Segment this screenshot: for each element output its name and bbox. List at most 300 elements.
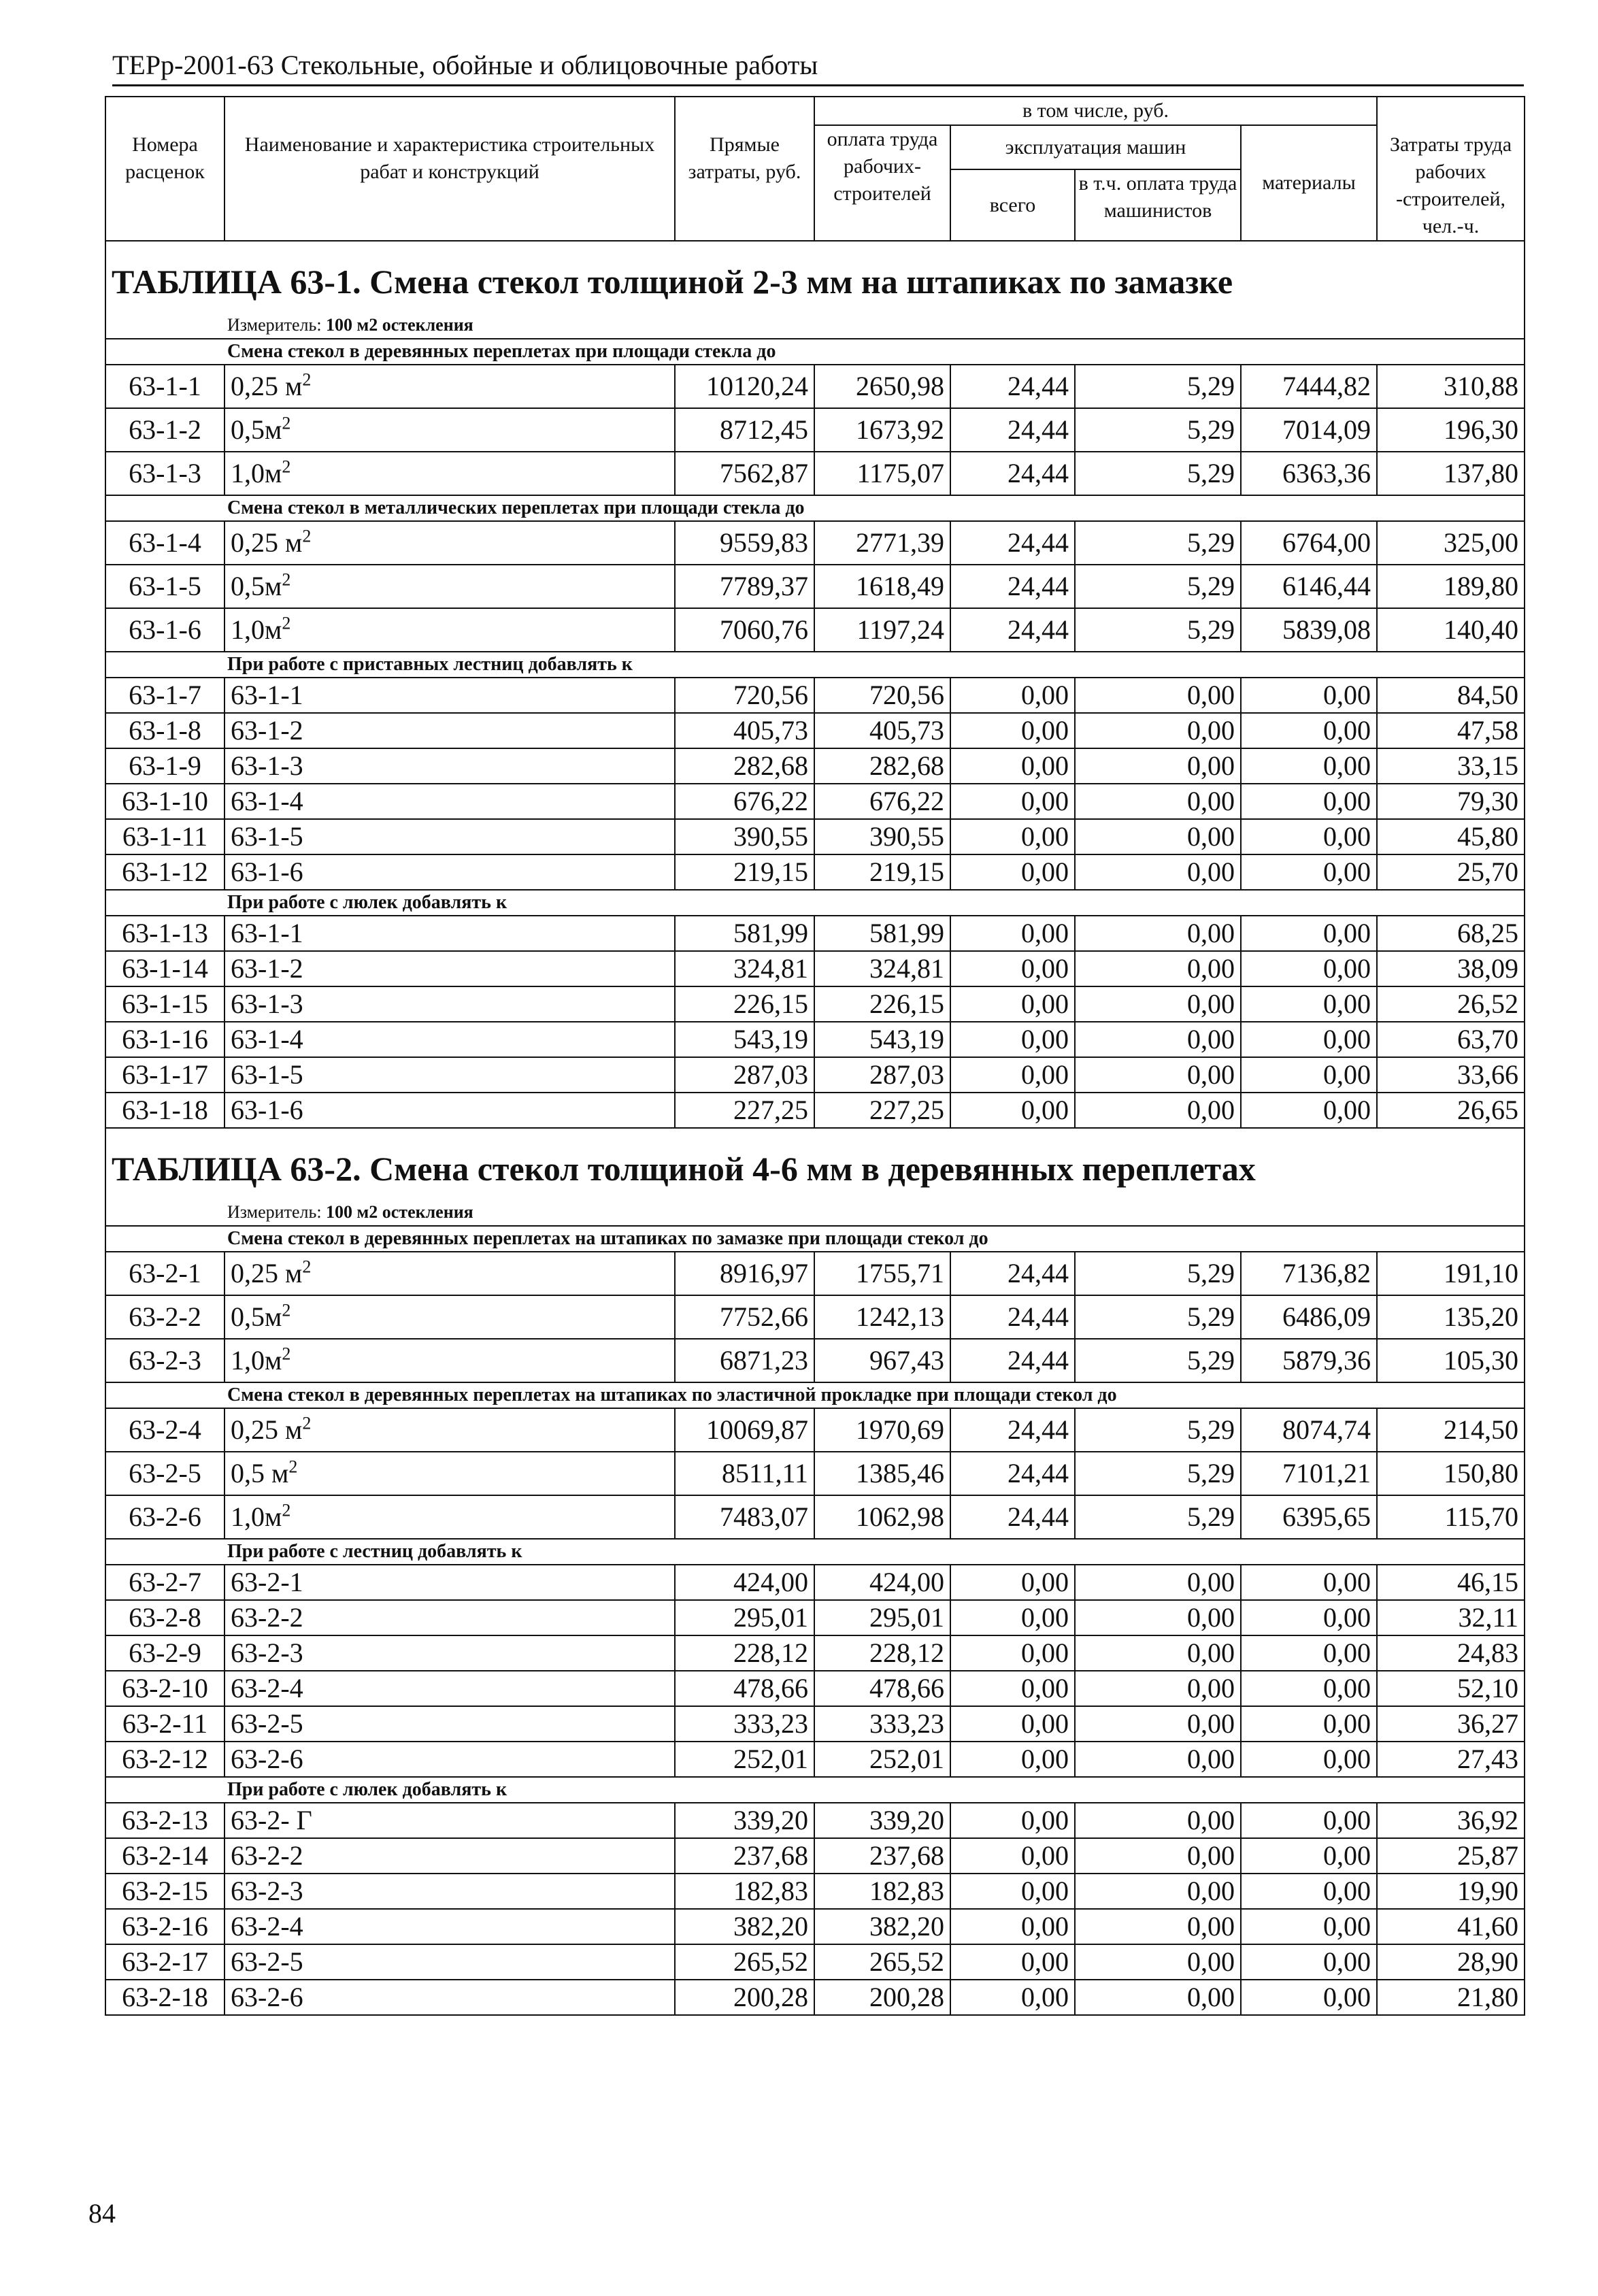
cell-code: 63-2-18 (105, 1980, 224, 2015)
group-heading-row (105, 652, 1525, 678)
cell-machines-cost: 0,00 (950, 1874, 1075, 1909)
cell-machinist-labor: 0,00 (1075, 986, 1241, 1022)
cell-code: 63-2-13 (105, 1803, 224, 1838)
cell-name (224, 713, 675, 748)
col-header-incl: в том числе, руб. (814, 97, 1377, 125)
cell-machines-cost: 0,00 (950, 1944, 1075, 1980)
cell-materials-cost: 0,00 (1241, 854, 1377, 890)
cell-labor-hours: 32,11 (1377, 1600, 1525, 1635)
cell-code: 63-2-12 (105, 1742, 224, 1777)
unit-superscript: 2 (288, 1457, 298, 1477)
cell-direct-cost: 7060,76 (675, 608, 814, 652)
cell-name (224, 1452, 675, 1495)
cell-machinist-labor: 0,00 (1075, 1093, 1241, 1128)
cell-machines-cost: 0,00 (950, 1803, 1075, 1838)
cell-name-text: 0,5 м (231, 1458, 289, 1488)
cell-machinist-labor: 0,00 (1075, 1874, 1241, 1909)
cell-name (224, 1057, 675, 1093)
cell-code: 63-2-7 (105, 1565, 224, 1600)
cell-machines-cost: 0,00 (950, 678, 1075, 713)
cell-labor-cost: 967,43 (814, 1339, 950, 1382)
cell-machinist-labor: 0,00 (1075, 1838, 1241, 1874)
cell-name (224, 1022, 675, 1057)
cell-name-text: 63-2-2 (231, 1840, 303, 1871)
cell-materials-cost: 6486,09 (1241, 1295, 1377, 1339)
col-header-direct: Прямые затраты, руб. (675, 97, 814, 241)
table-row (105, 1742, 1525, 1777)
table-row (105, 748, 1525, 784)
cell-code: 63-2-15 (105, 1874, 224, 1909)
cell-labor-hours: 26,65 (1377, 1093, 1525, 1128)
table-section-title (105, 241, 1525, 312)
cell-materials-cost: 0,00 (1241, 819, 1377, 854)
cell-code: 63-1-13 (105, 916, 224, 951)
group-heading-row (105, 1382, 1525, 1408)
cell-labor-cost: 252,01 (814, 1742, 950, 1777)
cell-name-text: 63-2-1 (231, 1567, 303, 1597)
cell-labor-hours: 28,90 (1377, 1944, 1525, 1980)
cell-name-text: 63-1-3 (231, 750, 303, 781)
cell-labor-cost: 2771,39 (814, 521, 950, 565)
cell-labor-hours: 45,80 (1377, 819, 1525, 854)
cell-name-text: 1,0м (231, 1345, 282, 1376)
cell-machinist-labor: 0,00 (1075, 1600, 1241, 1635)
cell-labor-hours: 27,43 (1377, 1742, 1525, 1777)
cell-machinist-labor: 0,00 (1075, 1671, 1241, 1706)
cell-labor-hours: 33,15 (1377, 748, 1525, 784)
cell-labor-hours: 214,50 (1377, 1408, 1525, 1452)
cell-direct-cost: 382,20 (675, 1909, 814, 1944)
cell-name-text: 63-2-6 (231, 1744, 303, 1774)
cell-labor-cost: 295,01 (814, 1600, 950, 1635)
cell-name (224, 452, 675, 495)
cell-materials-cost: 0,00 (1241, 713, 1377, 748)
cell-direct-cost: 324,81 (675, 951, 814, 986)
cell-name-text: 63-2-2 (231, 1602, 303, 1633)
cell-code: 63-2-4 (105, 1408, 224, 1452)
table-section-title (105, 1128, 1525, 1199)
cell-name (224, 365, 675, 408)
cell-code: 63-1-15 (105, 986, 224, 1022)
col-header-mach-total: всего (950, 169, 1075, 241)
cell-name-text: 63-1-2 (231, 953, 303, 984)
unit-superscript: 2 (282, 1500, 291, 1520)
cell-name-text: 0,25 м (231, 527, 303, 558)
cell-materials-cost: 0,00 (1241, 1980, 1377, 2015)
cell-code: 63-2-2 (105, 1295, 224, 1339)
cell-code: 63-2-6 (105, 1495, 224, 1539)
cell-materials-cost: 0,00 (1241, 1742, 1377, 1777)
cell-machines-cost: 24,44 (950, 565, 1075, 608)
group-heading: Смена стекол в металлических переплетах при площади стекла до (105, 495, 1525, 521)
cell-materials-cost: 0,00 (1241, 1600, 1377, 1635)
cell-code: 63-1-8 (105, 713, 224, 748)
unit-superscript: 2 (282, 1344, 291, 1364)
cell-labor-hours: 79,30 (1377, 784, 1525, 819)
cell-name (224, 748, 675, 784)
cell-labor-hours: 84,50 (1377, 678, 1525, 713)
cell-machinist-labor: 0,00 (1075, 916, 1241, 951)
cell-direct-cost: 228,12 (675, 1635, 814, 1671)
cell-materials-cost: 7136,82 (1241, 1252, 1377, 1295)
cell-materials-cost: 0,00 (1241, 748, 1377, 784)
cell-materials-cost: 0,00 (1241, 1909, 1377, 1944)
cell-name-text: 0,5м (231, 1301, 282, 1332)
group-heading: Смена стекол в деревянных переплетах на штапиках по эластичной прокладке при площади стекол до (105, 1382, 1525, 1408)
cell-name (224, 1565, 675, 1600)
cell-direct-cost: 252,01 (675, 1742, 814, 1777)
cell-machinist-labor: 0,00 (1075, 951, 1241, 986)
cell-direct-cost: 543,19 (675, 1022, 814, 1057)
cell-code: 63-2-9 (105, 1635, 224, 1671)
cell-code: 63-1-18 (105, 1093, 224, 1128)
cell-labor-cost: 339,20 (814, 1803, 950, 1838)
cell-labor-hours: 25,87 (1377, 1838, 1525, 1874)
col-header-worktime: Затраты труда рабочих -строителей, чел.-ч. (1377, 97, 1525, 241)
group-heading-row (105, 1226, 1525, 1252)
cell-machinist-labor: 0,00 (1075, 1944, 1241, 1980)
cell-direct-cost: 405,73 (675, 713, 814, 748)
cell-name-text: 63-1-1 (231, 918, 303, 948)
cell-machinist-labor: 0,00 (1075, 678, 1241, 713)
cell-labor-cost: 405,73 (814, 713, 950, 748)
cell-labor-hours: 25,70 (1377, 854, 1525, 890)
table-row (105, 1295, 1525, 1339)
table-row (105, 1495, 1525, 1539)
table-row (105, 565, 1525, 608)
section-title-text: ТАБЛИЦА 63-2. Смена стекол толщиной 4-6 мм в деревянных переплетах (105, 1128, 1525, 1199)
cell-code: 63-2-1 (105, 1252, 224, 1295)
table-row (105, 1671, 1525, 1706)
cell-materials-cost: 0,00 (1241, 1635, 1377, 1671)
cell-code: 63-2-3 (105, 1339, 224, 1382)
cell-name-text: 0,5м (231, 571, 282, 601)
unit-superscript: 2 (302, 1257, 312, 1277)
cell-labor-cost: 237,68 (814, 1838, 950, 1874)
unit-superscript: 2 (282, 1300, 291, 1320)
cell-labor-cost: 1755,71 (814, 1252, 950, 1295)
cell-name (224, 1295, 675, 1339)
cell-labor-hours: 325,00 (1377, 521, 1525, 565)
cell-machinist-labor: 5,29 (1075, 1295, 1241, 1339)
cell-labor-cost: 720,56 (814, 678, 950, 713)
table-row (105, 608, 1525, 652)
cell-materials-cost: 6146,44 (1241, 565, 1377, 608)
cell-name-text: 63-1-4 (231, 1024, 303, 1054)
cell-direct-cost: 10120,24 (675, 365, 814, 408)
cell-machines-cost: 0,00 (950, 1742, 1075, 1777)
group-heading: При работе с люлек добавлять к (105, 1777, 1525, 1803)
cell-labor-hours: 46,15 (1377, 1565, 1525, 1600)
cell-labor-cost: 1618,49 (814, 565, 950, 608)
table-row (105, 713, 1525, 748)
cell-materials-cost: 0,00 (1241, 678, 1377, 713)
cell-machines-cost: 0,00 (950, 1635, 1075, 1671)
cell-name (224, 1706, 675, 1742)
table-row (105, 986, 1525, 1022)
cell-materials-cost: 0,00 (1241, 1944, 1377, 1980)
cell-direct-cost: 227,25 (675, 1093, 814, 1128)
cell-direct-cost: 7789,37 (675, 565, 814, 608)
cell-materials-cost: 0,00 (1241, 1565, 1377, 1600)
cell-labor-hours: 150,80 (1377, 1452, 1525, 1495)
cell-labor-cost: 219,15 (814, 854, 950, 890)
cell-machinist-labor: 0,00 (1075, 819, 1241, 854)
cell-machinist-labor: 5,29 (1075, 521, 1241, 565)
document-header: ТЕРр-2001-63 Стекольные, обойные и облицовочные работы (112, 49, 1524, 86)
cell-labor-hours: 47,58 (1377, 713, 1525, 748)
table-row (105, 1980, 1525, 2015)
cell-labor-hours: 41,60 (1377, 1909, 1525, 1944)
cell-machines-cost: 0,00 (950, 713, 1075, 748)
measure-value: 100 м2 остекления (326, 1202, 473, 1222)
cell-code: 63-2-16 (105, 1909, 224, 1944)
cell-materials-cost: 0,00 (1241, 916, 1377, 951)
cell-direct-cost: 581,99 (675, 916, 814, 951)
cell-machinist-labor: 5,29 (1075, 1339, 1241, 1382)
cell-code: 63-1-1 (105, 365, 224, 408)
cell-direct-cost: 10069,87 (675, 1408, 814, 1452)
cell-machines-cost: 24,44 (950, 452, 1075, 495)
cell-machines-cost: 24,44 (950, 1339, 1075, 1382)
cell-labor-cost: 228,12 (814, 1635, 950, 1671)
unit-superscript: 2 (282, 413, 291, 433)
cell-name-text: 63-1-4 (231, 786, 303, 816)
cell-code: 63-1-5 (105, 565, 224, 608)
table-row (105, 1838, 1525, 1874)
cell-labor-hours: 38,09 (1377, 951, 1525, 986)
cell-direct-cost: 676,22 (675, 784, 814, 819)
cell-name (224, 1093, 675, 1128)
table-row (105, 1408, 1525, 1452)
cell-name (224, 1408, 675, 1452)
group-heading: При работе с приставных лестниц добавлять к (105, 652, 1525, 678)
cell-direct-cost: 8511,11 (675, 1452, 814, 1495)
measure-label: Измеритель: (227, 315, 322, 335)
cell-name (224, 1339, 675, 1382)
cell-machines-cost: 0,00 (950, 748, 1075, 784)
cell-materials-cost: 0,00 (1241, 1022, 1377, 1057)
cell-machines-cost: 0,00 (950, 1057, 1075, 1093)
cell-machines-cost: 0,00 (950, 1706, 1075, 1742)
cell-labor-cost: 424,00 (814, 1565, 950, 1600)
cell-name (224, 608, 675, 652)
cell-machines-cost: 0,00 (950, 1671, 1075, 1706)
unit-superscript: 2 (302, 1413, 312, 1433)
cell-direct-cost: 287,03 (675, 1057, 814, 1093)
cell-materials-cost: 5839,08 (1241, 608, 1377, 652)
cell-machines-cost: 24,44 (950, 1252, 1075, 1295)
cell-machinist-labor: 5,29 (1075, 1408, 1241, 1452)
cell-materials-cost: 0,00 (1241, 986, 1377, 1022)
cell-machinist-labor: 0,00 (1075, 1635, 1241, 1671)
cell-labor-cost: 182,83 (814, 1874, 950, 1909)
cell-name-text: 1,0м (231, 1501, 282, 1532)
col-header-mach-labor: в т.ч. оплата труда машинистов (1075, 169, 1241, 241)
cell-name-text: 0,25 м (231, 1258, 303, 1288)
table-row (105, 1874, 1525, 1909)
cell-direct-cost: 237,68 (675, 1838, 814, 1874)
cell-name (224, 1600, 675, 1635)
cell-name-text: 0,5м (231, 414, 282, 445)
cell-labor-cost: 1970,69 (814, 1408, 950, 1452)
cell-materials-cost: 0,00 (1241, 1838, 1377, 1874)
table-row (105, 452, 1525, 495)
cell-labor-hours: 36,27 (1377, 1706, 1525, 1742)
table-row (105, 1803, 1525, 1838)
cell-code: 63-1-16 (105, 1022, 224, 1057)
cell-code: 63-2-10 (105, 1671, 224, 1706)
cell-machinist-labor: 0,00 (1075, 854, 1241, 890)
cell-name-text: 63-1-6 (231, 1095, 303, 1125)
cell-labor-hours: 191,10 (1377, 1252, 1525, 1295)
cell-labor-cost: 581,99 (814, 916, 950, 951)
cell-machinist-labor: 0,00 (1075, 1742, 1241, 1777)
cell-code: 63-2-8 (105, 1600, 224, 1635)
cell-machinist-labor: 0,00 (1075, 784, 1241, 819)
cell-direct-cost: 9559,83 (675, 521, 814, 565)
table-header (105, 97, 1525, 241)
cell-labor-hours: 24,83 (1377, 1635, 1525, 1671)
cell-labor-cost: 1197,24 (814, 608, 950, 652)
cell-machinist-labor: 5,29 (1075, 452, 1241, 495)
table-row (105, 1252, 1525, 1295)
cell-machinist-labor: 5,29 (1075, 608, 1241, 652)
unit-superscript: 2 (302, 369, 312, 390)
cell-direct-cost: 390,55 (675, 819, 814, 854)
cell-code: 63-1-7 (105, 678, 224, 713)
cell-name-text: 63-2-3 (231, 1637, 303, 1668)
unit-superscript: 2 (282, 569, 291, 590)
cell-labor-hours: 105,30 (1377, 1339, 1525, 1382)
cell-name (224, 565, 675, 608)
cell-direct-cost: 8916,97 (675, 1252, 814, 1295)
cell-code: 63-1-11 (105, 819, 224, 854)
cell-name-text: 63-2- Г (231, 1805, 312, 1835)
cell-labor-hours: 137,80 (1377, 452, 1525, 495)
group-heading-row (105, 1539, 1525, 1565)
cell-name-text: 63-1-6 (231, 856, 303, 887)
cell-materials-cost: 0,00 (1241, 1874, 1377, 1909)
cell-name-text: 63-1-2 (231, 715, 303, 746)
price-table (105, 96, 1525, 2016)
table-row (105, 1635, 1525, 1671)
table-row (105, 1565, 1525, 1600)
group-heading-row (105, 495, 1525, 521)
cell-machines-cost: 0,00 (950, 1093, 1075, 1128)
cell-machinist-labor: 0,00 (1075, 1803, 1241, 1838)
cell-machines-cost: 24,44 (950, 1452, 1075, 1495)
cell-name-text: 0,25 м (231, 1414, 303, 1445)
cell-labor-cost: 1242,13 (814, 1295, 950, 1339)
cell-direct-cost: 282,68 (675, 748, 814, 784)
cell-name (224, 408, 675, 452)
cell-labor-hours: 33,66 (1377, 1057, 1525, 1093)
unit-superscript: 2 (302, 526, 312, 546)
cell-labor-cost: 265,52 (814, 1944, 950, 1980)
cell-machines-cost: 0,00 (950, 916, 1075, 951)
cell-machinist-labor: 0,00 (1075, 1565, 1241, 1600)
cell-machinist-labor: 0,00 (1075, 1980, 1241, 2015)
cell-machinist-labor: 5,29 (1075, 1452, 1241, 1495)
cell-name (224, 678, 675, 713)
cell-labor-cost: 333,23 (814, 1706, 950, 1742)
group-heading: При работе с лестниц добавлять к (105, 1539, 1525, 1565)
cell-labor-cost: 1175,07 (814, 452, 950, 495)
cell-code: 63-1-12 (105, 854, 224, 890)
cell-machinist-labor: 0,00 (1075, 1909, 1241, 1944)
cell-name-text: 0,25 м (231, 371, 303, 401)
cell-labor-hours: 310,88 (1377, 365, 1525, 408)
cell-direct-cost: 226,15 (675, 986, 814, 1022)
cell-machines-cost: 0,00 (950, 854, 1075, 890)
cell-labor-hours: 19,90 (1377, 1874, 1525, 1909)
cell-machines-cost: 24,44 (950, 1295, 1075, 1339)
table-row (105, 854, 1525, 890)
table-row (105, 521, 1525, 565)
cell-name-text: 63-2-4 (231, 1673, 303, 1703)
cell-name (224, 1495, 675, 1539)
cell-code: 63-1-4 (105, 521, 224, 565)
cell-code: 63-1-6 (105, 608, 224, 652)
table-row (105, 784, 1525, 819)
cell-labor-hours: 115,70 (1377, 1495, 1525, 1539)
cell-labor-cost: 478,66 (814, 1671, 950, 1706)
cell-name (224, 1252, 675, 1295)
cell-machines-cost: 0,00 (950, 1565, 1075, 1600)
cell-materials-cost: 0,00 (1241, 1706, 1377, 1742)
cell-name-text: 63-1-5 (231, 1059, 303, 1090)
cell-code: 63-2-11 (105, 1706, 224, 1742)
table-row (105, 1057, 1525, 1093)
col-header-labor: оплата труда рабочих-строителей (814, 125, 950, 241)
cell-machinist-labor: 5,29 (1075, 1495, 1241, 1539)
cell-machines-cost: 24,44 (950, 365, 1075, 408)
cell-name (224, 1838, 675, 1874)
table-row (105, 1452, 1525, 1495)
cell-direct-cost: 265,52 (675, 1944, 814, 1980)
cell-labor-cost: 1385,46 (814, 1452, 950, 1495)
col-header-code: Номера расценок (105, 97, 224, 241)
cell-name-text: 63-1-5 (231, 821, 303, 852)
cell-direct-cost: 7483,07 (675, 1495, 814, 1539)
cell-machines-cost: 24,44 (950, 1495, 1075, 1539)
col-header-materials: материалы (1241, 125, 1377, 241)
cell-direct-cost: 339,20 (675, 1803, 814, 1838)
section-title-text: ТАБЛИЦА 63-1. Смена стекол толщиной 2-3 мм на штапиках по замазке (105, 241, 1525, 312)
cell-labor-hours: 26,52 (1377, 986, 1525, 1022)
unit-superscript: 2 (282, 456, 291, 477)
cell-name (224, 951, 675, 986)
cell-labor-hours: 21,80 (1377, 1980, 1525, 2015)
cell-name (224, 784, 675, 819)
cell-machines-cost: 24,44 (950, 608, 1075, 652)
page-number: 84 (88, 2198, 116, 2229)
cell-labor-cost: 227,25 (814, 1093, 950, 1128)
table-row (105, 951, 1525, 986)
cell-labor-cost: 1062,98 (814, 1495, 950, 1539)
cell-materials-cost: 7014,09 (1241, 408, 1377, 452)
cell-name (224, 1944, 675, 1980)
cell-name (224, 1671, 675, 1706)
cell-machinist-labor: 5,29 (1075, 408, 1241, 452)
cell-code: 63-2-17 (105, 1944, 224, 1980)
cell-name (224, 1742, 675, 1777)
table-row (105, 1022, 1525, 1057)
cell-name-text: 63-2-6 (231, 1982, 303, 2012)
cell-labor-hours: 189,80 (1377, 565, 1525, 608)
cell-machinist-labor: 0,00 (1075, 1022, 1241, 1057)
